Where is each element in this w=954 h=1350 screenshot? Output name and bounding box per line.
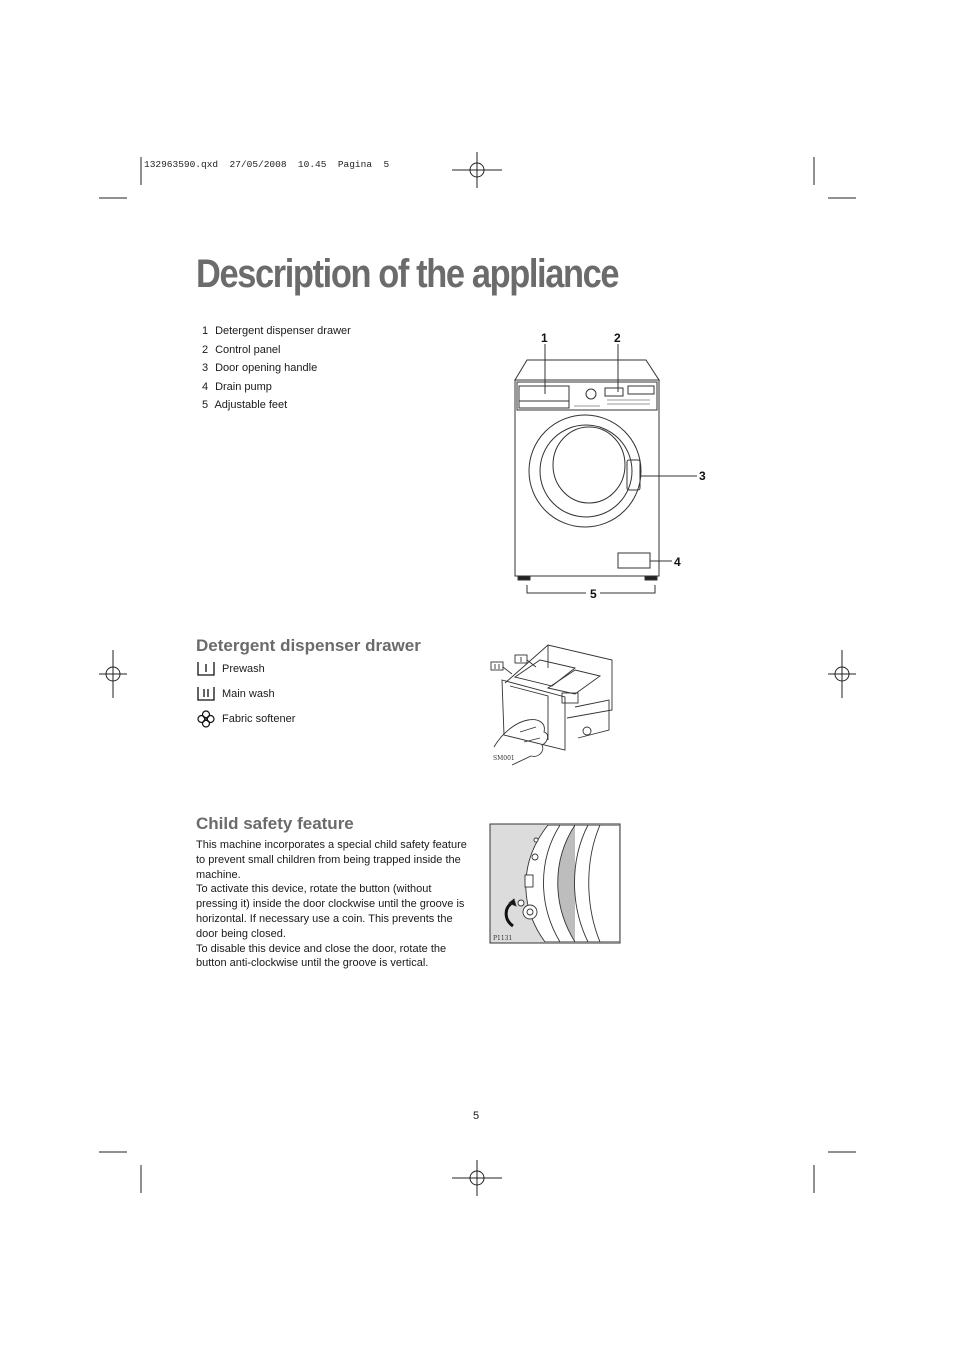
callout-1: 1: [541, 331, 548, 345]
child-safety-heading: Child safety feature: [196, 814, 354, 833]
paragraph: To disable this device and close the door, rotate the button anti-clockwise until the groove is vertical.: [196, 942, 447, 970]
callout-3: 3: [699, 469, 706, 483]
dispenser-figure-code: SM001: [493, 755, 515, 762]
list-item: 5 Adjustable feet: [202, 399, 288, 411]
callout-4: 4: [674, 555, 681, 569]
child-safety-figure-code: P1131: [493, 935, 513, 942]
list-item: 4 Drain pump: [202, 380, 272, 393]
list-item: 2 Control panel: [202, 343, 281, 356]
legend-prewash: Prewash: [196, 661, 265, 677]
callout-2: 2: [614, 331, 621, 345]
paragraph: To activate this device, rotate the button (without pressing it) inside the door clockwise until the groove is horizontal. If necessary use a coin. This prevents the door being closed.: [196, 883, 465, 940]
dispenser-heading: Detergent dispenser drawer: [196, 636, 421, 655]
list-item: 3 Door opening handle: [202, 362, 318, 374]
list-item: 1 Detergent dispenser drawer: [202, 325, 351, 337]
paragraph: This machine incorporates a special child safety feature to prevent small children from being trapped inside the machine.: [196, 839, 467, 881]
print-slug: 132963590.qxd 27/05/2008 10.45 Pagina 5: [144, 159, 390, 170]
page-number: 5: [473, 1110, 480, 1122]
legend-main-wash: Main wash: [196, 686, 275, 702]
callout-5: 5: [590, 587, 597, 601]
legend-fabric-softener: Fabric softener: [196, 710, 295, 728]
page-title: Description of the appliance: [196, 252, 619, 296]
